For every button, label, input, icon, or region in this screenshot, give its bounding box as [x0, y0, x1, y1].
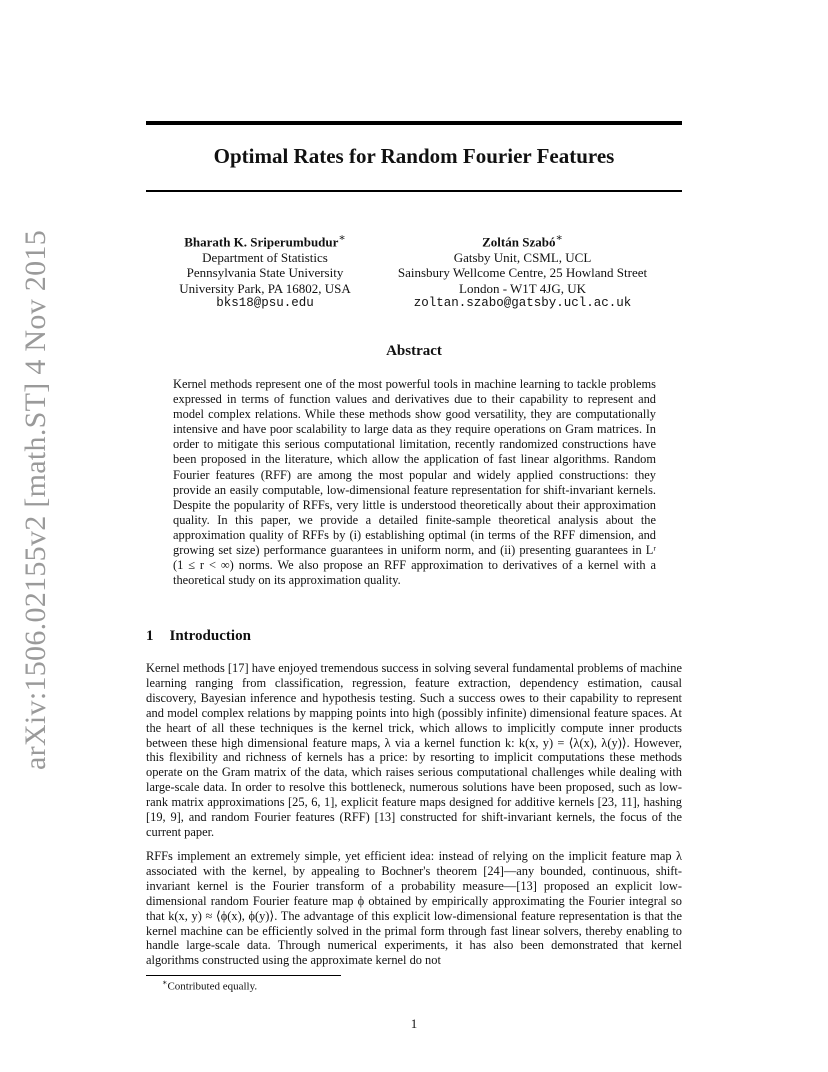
arxiv-side-stamp: arXiv:1506.02155v2 [math.ST] 4 Nov 2015 — [19, 230, 52, 770]
abstract-text: Kernel methods represent one of the most powerful tools in machine learning to tackle problems expressed in terms of function values and derivatives due to their capability to represent and model complex relations. While these methods show good versatility, they are computationally intensive and have poor scalability to large data as they require operations on Gram matrices. In order to mitigate this serious computational limitation, recently randomized constructions have been proposed in the literature, which allow the application of fast linear algorithms. Random Fourier features (RFF) are among the most popular and widely applied constructions: they provide an easily computable, low-dimensional feature representation for shift-invariant kernels. Despite the popularity of RFFs, very little is understood theoretically about their approximation quality. In this paper, we provide a detailed finite-sample theoretical analysis about the approximation quality of RFFs by (i) establishing optimal (in terms of the RFF dimension, and growing set size) performance guarantees in uniform norm, and (ii) presenting guarantees in Lʳ (1 ≤ r < ∞) norms. We also propose an RFF approximation to derivatives of a kernel with a theoretical study on its approximation quality. — [173, 377, 656, 588]
paper-title: Optimal Rates for Random Fourier Features — [213, 144, 615, 168]
footnote-mark: ∗ — [162, 978, 168, 987]
author-affiliation-line: University Park, PA 16802, USA — [179, 280, 351, 296]
section-number: 1 — [146, 628, 154, 644]
footnote — [162, 978, 257, 993]
footnote-rule — [146, 975, 341, 976]
body-paragraph: Kernel methods [17] have enjoyed tremendous success in solving several fundamental problems of machine learning ranging from classification, regression, feature extraction, dependency estimation, causal discovery, Bayesian inference and hypothesis testing. Such a success owes to their capability to represent and model complex relations by mapping points into high (possibly infinite) dimensional feature spaces. At the heart of all these techniques is the kernel trick, which allows to implicitly compute inner products between these high dimensional feature maps, λ via a kernel function k: k(x, y) = ⟨λ(x), λ(y)⟩. However, this flexibility and richness of kernels has a price: by resorting to implicit computations these methods operate on the Gram matrix of the data, which raises serious computational challenges while dealing with large-scale data. In order to resolve this bottleneck, numerous solutions have been proposed, such as low-rank matrix approximations [25, 6, 1], explicit feature maps designed for additive kernels [23, 11], hashing [19, 9], and random Fourier features (RFF) [13] constructed for shift-invariant kernels, the focus of the current paper. — [146, 661, 682, 839]
author-email[interactable]: zoltan.szabo@gatsby.ucl.ac.uk — [413, 296, 632, 311]
title-rule-bottom — [146, 190, 682, 192]
author-name: Bharath K. Sriperumbudur∗ — [184, 232, 346, 250]
author-affiliation-line: Department of Statistics — [202, 249, 328, 265]
author-affiliation-line: Sainsbury Wellcome Centre, 25 Howland Street — [397, 265, 648, 281]
body-paragraph: RFFs implement an extremely simple, yet efficient idea: instead of relying on the implicit feature map λ associated with the kernel, by appealing to Bochner's theorem [24]—any bounded, continuous, shift-invariant kernel is the Fourier transform of a probability measure—[13] proposed an explicit low-dimensional random Fourier feature map ϕ obtained by empirically approximating the Fourier integral so that k(x, y) ≈ ⟨ϕ(x), ϕ(y)⟩. The advantage of this explicit low-dimensional feature representation is that the kernel machine can be efficiently solved in the primal form through fast linear solvers, thereby enabling to handle large-scale data. Through numerical experiments, it has also been demonstrated that kernel algorithms constructed using the approximate kernel do not — [146, 849, 682, 968]
author-block-2 — [385, 231, 660, 312]
author-block-1 — [160, 231, 370, 312]
section-title: Introduction — [169, 628, 251, 644]
author-name: Zoltán Szabó∗ — [482, 232, 563, 250]
title-rule-top — [146, 121, 682, 125]
abstract-heading: Abstract — [386, 343, 442, 359]
section-heading — [146, 628, 251, 645]
page-number: 1 — [410, 1016, 418, 1031]
author-affiliation-line: Gatsby Unit, CSML, UCL — [453, 249, 592, 265]
author-affiliation-line: London - W1T 4JG, UK — [459, 280, 586, 296]
footnote-text: Contributed equally. — [167, 980, 258, 993]
author-affiliation-line: Pennsylvania State University — [186, 265, 344, 281]
author-email[interactable]: bks18@psu.edu — [216, 296, 314, 311]
